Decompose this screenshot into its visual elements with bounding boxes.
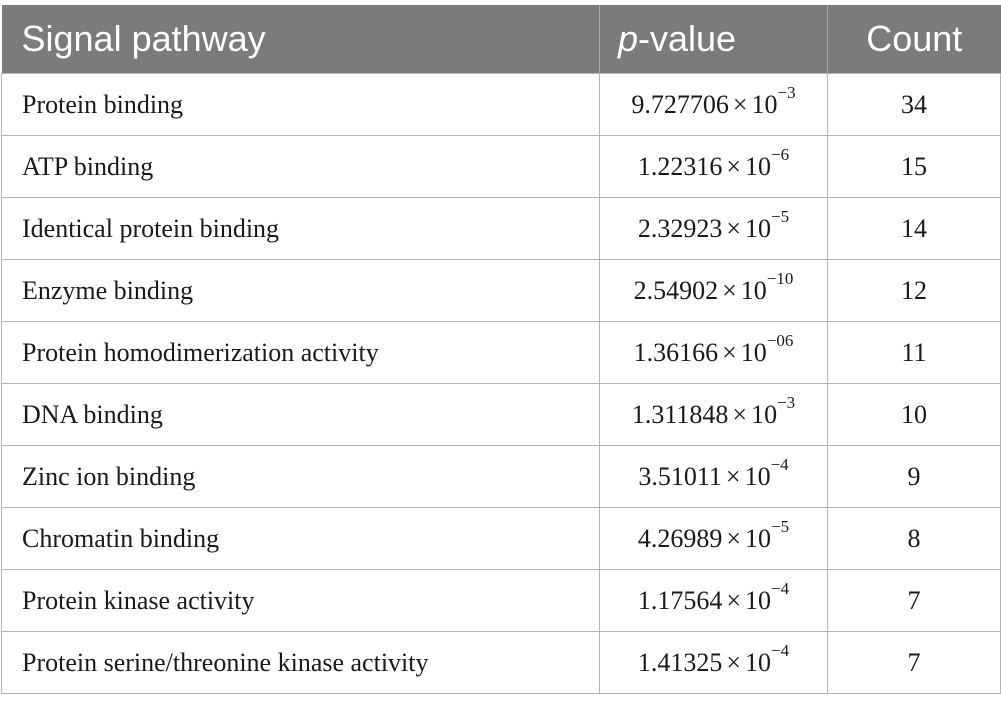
p-value-mantissa: 4.26989	[637, 523, 723, 553]
pathway-cell: DNA binding	[2, 384, 600, 446]
table-body	[2, 74, 1001, 694]
header-value-suffix: -value	[638, 18, 737, 59]
table-row	[2, 446, 1001, 508]
p-value-exponent: −3	[777, 82, 796, 102]
p-value-mantissa: 1.36166	[633, 337, 719, 367]
p-value-cell: $9.727706 \times 10^{-3}$	[600, 74, 828, 136]
count-cell: 14	[828, 198, 1001, 260]
p-value-cell: $1.41325 \times 10^{-4}$	[600, 632, 828, 694]
p-value-base: 10	[745, 213, 772, 243]
p-value-mantissa: 1.41325	[637, 647, 723, 677]
p-value-cell: $4.26989 \times 10^{-5}$	[600, 508, 828, 570]
p-value-base: 10	[744, 461, 771, 491]
table-row	[2, 632, 1001, 694]
p-value-mantissa: 1.17564	[637, 585, 723, 615]
table-header	[2, 5, 1001, 74]
pathway-cell: Zinc ion binding	[2, 446, 600, 508]
p-value-base: 10	[745, 151, 772, 181]
p-value-base: 10	[740, 275, 767, 305]
p-value-base: 10	[745, 647, 772, 677]
p-value-base: 10	[751, 399, 778, 429]
p-value-exponent: −5	[771, 516, 790, 536]
p-value-cell: $1.17564 \times 10^{-4}$	[600, 570, 828, 632]
count-cell: 12	[828, 260, 1001, 322]
count-cell: 7	[828, 570, 1001, 632]
p-value-mantissa: 9.727706	[631, 89, 729, 119]
count-cell: 9	[828, 446, 1001, 508]
header-signal-pathway: Signal pathway	[2, 5, 600, 74]
table-row	[2, 570, 1001, 632]
table-row	[2, 508, 1001, 570]
pathway-cell: Chromatin binding	[2, 508, 600, 570]
count-cell: 11	[828, 322, 1001, 384]
table-row	[2, 136, 1001, 198]
p-value-cell: $1.36166 \times 10^{-06}$	[600, 322, 828, 384]
p-value-exponent: −4	[770, 454, 789, 474]
p-value-base: 10	[740, 337, 767, 367]
p-value-base: 10	[745, 523, 772, 553]
p-value-base: 10	[751, 89, 778, 119]
p-value-mantissa: 3.51011	[638, 461, 722, 491]
count-cell: 8	[828, 508, 1001, 570]
table-row	[2, 322, 1001, 384]
header-p-italic: p	[618, 18, 639, 59]
table-row	[2, 198, 1001, 260]
table-row	[2, 384, 1001, 446]
table-row	[2, 260, 1001, 322]
p-value-cell: $1.22316 \times 10^{-6}$	[600, 136, 828, 198]
p-value-mantissa: 2.54902	[633, 275, 719, 305]
p-value-exponent: −10	[766, 268, 794, 288]
count-cell: 7	[828, 632, 1001, 694]
signal-pathway-table	[1, 5, 1001, 694]
count-cell: 10	[828, 384, 1001, 446]
pathway-cell: Protein kinase activity	[2, 570, 600, 632]
p-value-base: 10	[745, 585, 772, 615]
p-value-cell: $2.32923 \times 10^{-5}$	[600, 198, 828, 260]
header-row	[2, 5, 1001, 74]
p-value-cell: $2.54902 \times 10^{-10}$	[600, 260, 828, 322]
p-value-cell: $1.311848 \times 10^{-3}$	[600, 384, 828, 446]
pathway-cell: Protein binding	[2, 74, 600, 136]
count-cell: 34	[828, 74, 1001, 136]
pathway-cell: Protein serine/threonine kinase activity	[2, 632, 600, 694]
p-value-exponent: −5	[771, 206, 790, 226]
p-value-exponent: −3	[777, 392, 796, 412]
pathway-cell: Protein homodimerization activity	[2, 322, 600, 384]
p-value-exponent: −4	[771, 578, 790, 598]
p-value-cell: $3.51011 \times 10^{-4}$	[600, 446, 828, 508]
count-cell: 15	[828, 136, 1001, 198]
header-p-value	[600, 5, 828, 74]
p-value-mantissa: 1.22316	[637, 151, 723, 181]
p-value-mantissa: 1.311848	[631, 399, 729, 429]
pathway-cell: Enzyme binding	[2, 260, 600, 322]
pathway-cell: ATP binding	[2, 136, 600, 198]
p-value-mantissa: 2.32923	[637, 213, 723, 243]
p-value-exponent: −4	[771, 640, 790, 660]
p-value-exponent: −6	[771, 144, 790, 164]
p-value-exponent: −06	[766, 330, 794, 350]
pathway-cell: Identical protein binding	[2, 198, 600, 260]
table-row	[2, 74, 1001, 136]
header-count: Count	[828, 5, 1001, 74]
